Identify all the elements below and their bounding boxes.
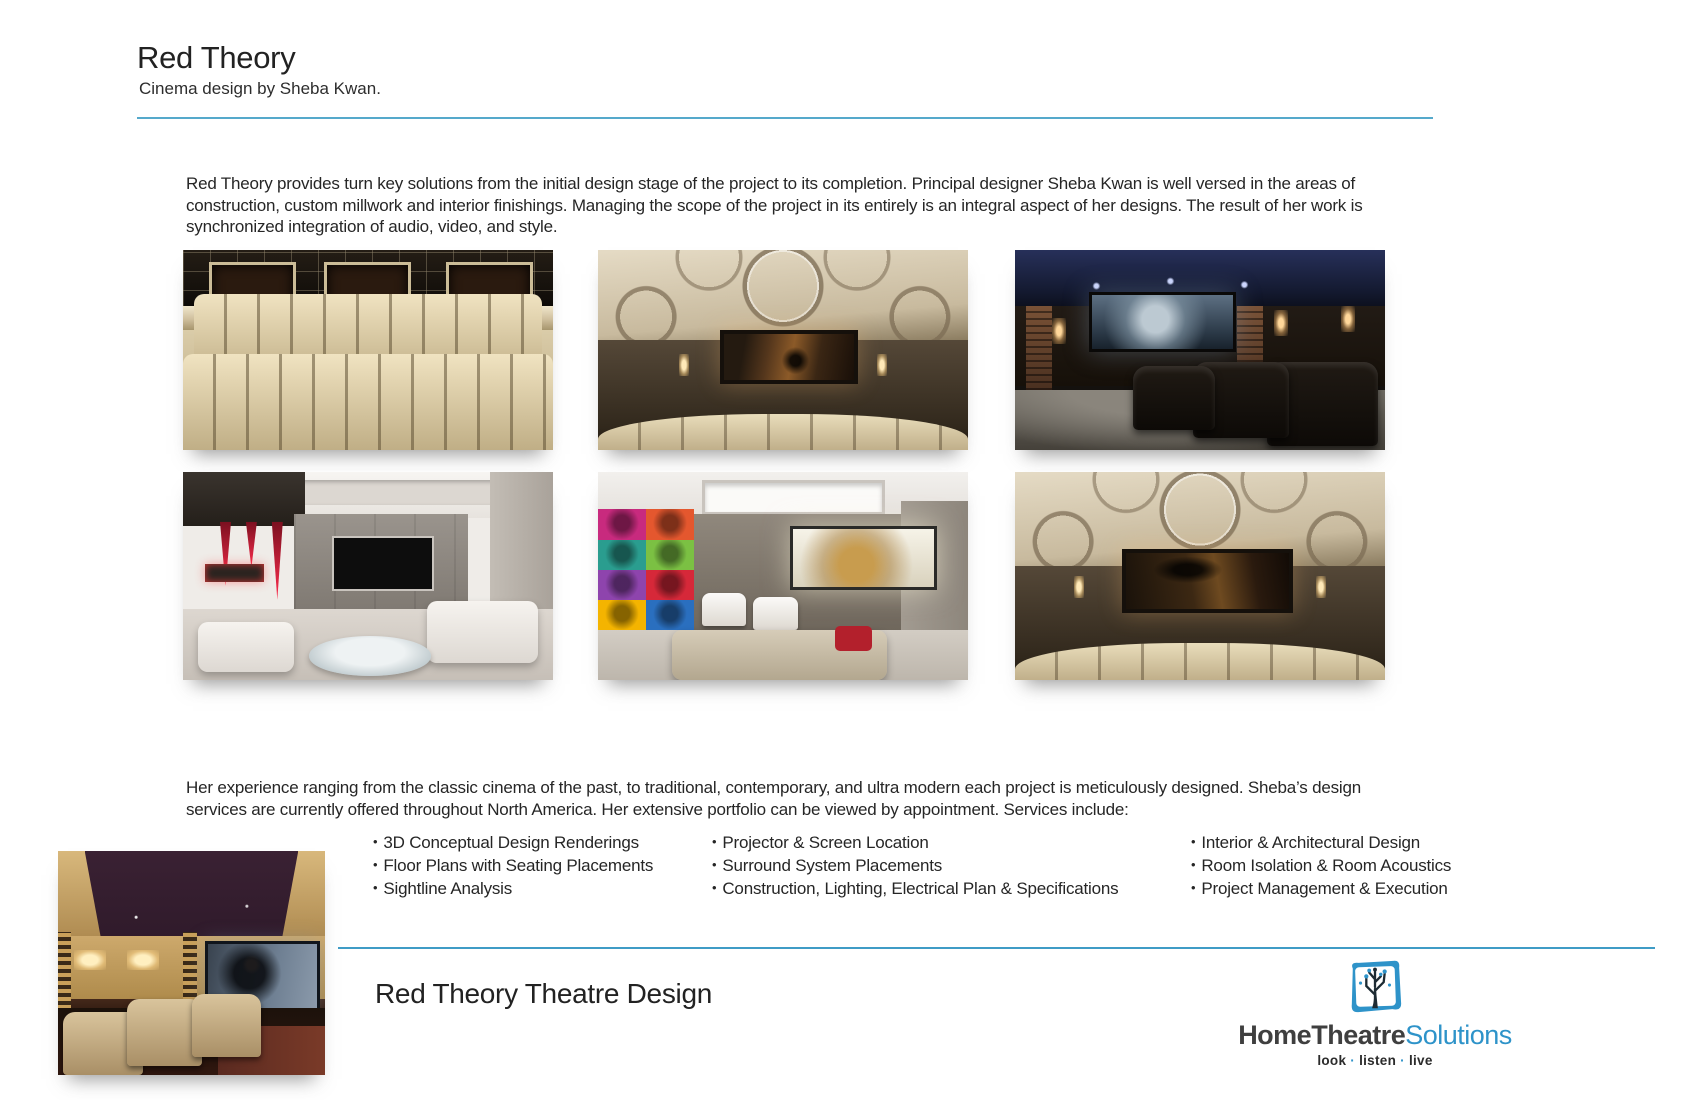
tagline-word: listen: [1359, 1053, 1397, 1068]
brick-column: [1026, 306, 1052, 390]
pop-art-tile: [646, 600, 694, 630]
pop-art-tile: [598, 600, 646, 630]
tagline-word: look: [1317, 1053, 1347, 1068]
wall-sconce: [1074, 576, 1084, 598]
service-item: • Floor Plans with Seating Placements: [373, 855, 653, 878]
service-item: • Interior & Architectural Design: [1191, 832, 1451, 855]
intro-paragraph: Red Theory provides turn key solutions from the initial design stage of the project to its completion. Principal designer Sheba Kwan is well versed in the areas of construction, custom millwork and interior finishings. Managing the scope of the project in its entirely is an integral aspect of her designs. The result of her work is synchronized integration of audio, video, and style.: [186, 174, 1363, 236]
pop-art-tile: [598, 509, 646, 539]
wall-sconce: [1274, 310, 1288, 336]
column-trim: [58, 932, 71, 1017]
media-wall: [294, 514, 468, 614]
header-divider-line: [137, 117, 1433, 119]
service-item: • Project Management & Execution: [1191, 878, 1451, 901]
wall-sconce: [1341, 306, 1355, 332]
red-lit-niche: [205, 564, 264, 583]
dark-soffit: [183, 472, 305, 526]
logo-word-solutions: Solutions: [1405, 1020, 1512, 1050]
services-column-1: [373, 832, 653, 901]
leather-recliner: [1133, 366, 1214, 430]
services-column-3: [1191, 832, 1451, 901]
logo-tagline: [1180, 1053, 1570, 1068]
footer-heading: Red Theory Theatre Design: [375, 978, 712, 1009]
page-title: Red Theory: [137, 40, 296, 75]
recliner-seat: [192, 994, 261, 1057]
wall-sconce: [877, 354, 887, 376]
pop-art-wall: [598, 509, 694, 630]
cinema-screen: [1089, 292, 1236, 352]
gallery-photo-ultra-modern-room: [183, 472, 553, 680]
recliner-seat: [127, 999, 202, 1066]
gallery-photo-classic-theatre: [183, 250, 553, 450]
flat-screen-tv: [332, 536, 433, 592]
seat-row: [183, 354, 553, 450]
wall-sconce: [679, 354, 689, 376]
tagline-separator: ·: [1400, 1053, 1405, 1068]
service-item: • Sightline Analysis: [373, 878, 653, 901]
logo-wordmark: [1180, 1020, 1570, 1051]
wall-sconce: [1052, 318, 1066, 344]
gallery-photo-ornate-theatre: [598, 250, 968, 450]
service-item: • Room Isolation & Room Acoustics: [1191, 855, 1451, 878]
logo-word-hometheatre: HomeTheatre: [1238, 1020, 1406, 1050]
round-glass-table: [309, 636, 431, 676]
pop-art-tile: [598, 540, 646, 570]
red-pillow: [835, 626, 872, 651]
wall-sconce: [127, 950, 159, 970]
footer-divider-line: [338, 947, 1655, 949]
cinema-screen: [720, 330, 858, 384]
wall-sconce: [1316, 576, 1326, 598]
cinema-screen: [1122, 549, 1293, 613]
ceiling-recess: [702, 480, 886, 515]
service-item: • Surround System Placements: [712, 855, 1118, 878]
cinema-screen: [790, 526, 937, 590]
circuit-tree-logo-icon: [1346, 958, 1404, 1014]
tagline-separator: ·: [1350, 1053, 1356, 1068]
side-wall: [490, 472, 553, 618]
red-pendant-light: [246, 522, 257, 568]
services-column-2: [712, 832, 1118, 901]
pop-art-tile: [598, 570, 646, 600]
white-chair: [753, 597, 797, 630]
service-item: • 3D Conceptual Design Renderings: [373, 832, 653, 855]
page-subtitle: Cinema design by Sheba Kwan.: [139, 79, 381, 98]
white-sofa: [198, 622, 294, 672]
gallery-photo-ornate-theatre-2: [1015, 472, 1385, 680]
gallery-photo-modern-dark-theatre: [1015, 250, 1385, 450]
service-item: • Projector & Screen Location: [712, 832, 1118, 855]
portfolio-photo-pirate-theatre: [58, 851, 325, 1075]
pop-art-tile: [646, 540, 694, 570]
wall-sconce: [74, 950, 106, 970]
pop-art-tile: [646, 509, 694, 539]
tagline-word: live: [1408, 1053, 1433, 1068]
ceiling-recess: [294, 480, 498, 505]
white-sofa: [427, 601, 538, 663]
white-chair: [702, 593, 746, 626]
home-theatre-solutions-logo: [1180, 958, 1570, 1068]
red-pendant-light: [272, 522, 283, 600]
pop-art-tile: [646, 570, 694, 600]
ornate-ceiling: [598, 250, 968, 340]
experience-paragraph: Her experience ranging from the classic cinema of the past, to traditional, contemporary, and ultra modern each project is meticulously designed. Sheba’s design services are currently offered throughout North America. Her extensive portfolio can be viewed by appointment. Services include:: [186, 778, 1362, 819]
gallery-photo-pop-art-room: [598, 472, 968, 680]
service-item: • Construction, Lighting, Electrical Plan & Specifications: [712, 878, 1118, 901]
